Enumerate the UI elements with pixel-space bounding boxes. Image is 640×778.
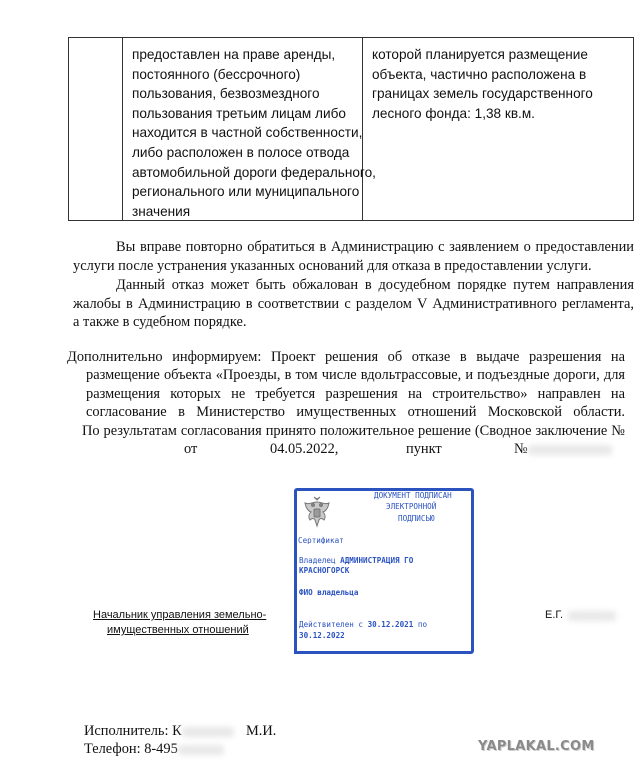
table-cell-line: либо расположен в полосе отвода [132, 144, 350, 160]
signatory-title-line2: имущественных отношений [107, 624, 249, 636]
table-cell-line: регионального или муниципального [132, 184, 360, 200]
stamp-valid-from: 30.12.2021 [367, 620, 414, 629]
paragraph-info-item: пункт [406, 441, 442, 457]
table-cell-line: которой планируется размещение [372, 47, 588, 62]
redacted-executor-name [182, 727, 234, 737]
table-cell-line: пользования, безвозмездного [132, 86, 320, 102]
paragraph-info-line5: По результатам согласования принято положительное решение (Сводное заключение № [82, 423, 625, 439]
executor-label: Исполнитель: К [84, 723, 182, 739]
redacted-phone [178, 745, 224, 755]
paragraph-appeal-line2: жалобы в Администрацию в соответствии с разделом V Административного регламента, [73, 296, 634, 312]
table-cell-line: объекта, частично расположена в [372, 66, 587, 82]
stamp-owner-value: АДМИНИСТРАЦИЯ ГО [340, 556, 414, 565]
redacted-surname [568, 611, 616, 621]
paragraph-appeal-line1: Данный отказ может быть обжалован в досудебном порядке путем направления [116, 277, 634, 293]
stamp-header-line1: ДОКУМЕНТ ПОДПИСАН [374, 491, 452, 500]
table-cell-line: пользования третьим лицам либо [132, 105, 346, 121]
stamp-fio-label: ФИО владельца [299, 588, 359, 597]
stamp-header-line2: ЭЛЕКТРОННОЙ [386, 502, 437, 511]
redacted-number [528, 445, 612, 455]
signatory-initials: Е.Г. [545, 609, 564, 621]
paragraph-info-line3: размещения которых не требуется разрешения на строительство» направлен на [86, 386, 625, 402]
stamp-valid-label: Действителен с [299, 620, 364, 629]
table-cell-conditions [132, 45, 376, 221]
table-cell-line: автомобильной дороги федерального, [132, 164, 376, 180]
paragraph-info-date: 04.05.2022, [270, 441, 339, 457]
stamp-certificate-label: Сертификат [298, 536, 344, 544]
table-cell-line: предоставлен на праве аренды, [132, 47, 336, 62]
table-cell-line: границах земель государственного [372, 86, 593, 102]
table-cell-line: лесного фонда: 1,38 кв.м. [372, 105, 535, 121]
coat-of-arms-icon [302, 496, 332, 530]
stamp-owner-label: Владелец [299, 556, 336, 565]
table-cell-line: постоянного (бессрочного) [132, 66, 301, 82]
stamp-header-line3: ПОДПИСЬЮ [398, 514, 435, 523]
table-column-divider [122, 37, 123, 221]
table-cell-line: значения [132, 203, 191, 219]
paragraph-info-line4: согласование в Министерство имущественных отношений Московской области. [86, 404, 625, 420]
paragraph-appeal-line3: а также в судебном порядке. [73, 314, 247, 330]
paragraph-reapply-line1: Вы вправе повторно обратиться в Администрацию с заявлением о предоставлении [116, 239, 634, 255]
signatory-title-line1: Начальник управления земельно- [93, 609, 267, 621]
paragraph-info-number-sign: № [514, 441, 528, 457]
paragraph-info-from: от [184, 441, 198, 457]
phone-label: Телефон: 8-495 [84, 741, 178, 757]
watermark: YAPLAKAL.COM [478, 739, 595, 754]
table-cell-reason [372, 45, 593, 123]
executor-initials: М.И. [246, 723, 277, 739]
stamp-owner-value-line2: КРАСНОГОРСК [299, 566, 350, 575]
stamp-valid-to: 30.12.2022 [299, 631, 345, 640]
paragraph-reapply-line2: услуги после устранения указанных оснований для отказа в предоставлении услуги. [73, 258, 592, 274]
stamp-valid-to-label: по [417, 620, 428, 629]
paragraph-info-line1: Дополнительно информируем: Проект решения об отказе в выдаче разрешения на [67, 349, 625, 365]
table-cell-line: находится в частной собственности, [132, 125, 363, 141]
paragraph-info-line2: размещение объекта «Проезды, в том числе вдольтрассовые, и подъездные дороги, для [86, 367, 625, 383]
